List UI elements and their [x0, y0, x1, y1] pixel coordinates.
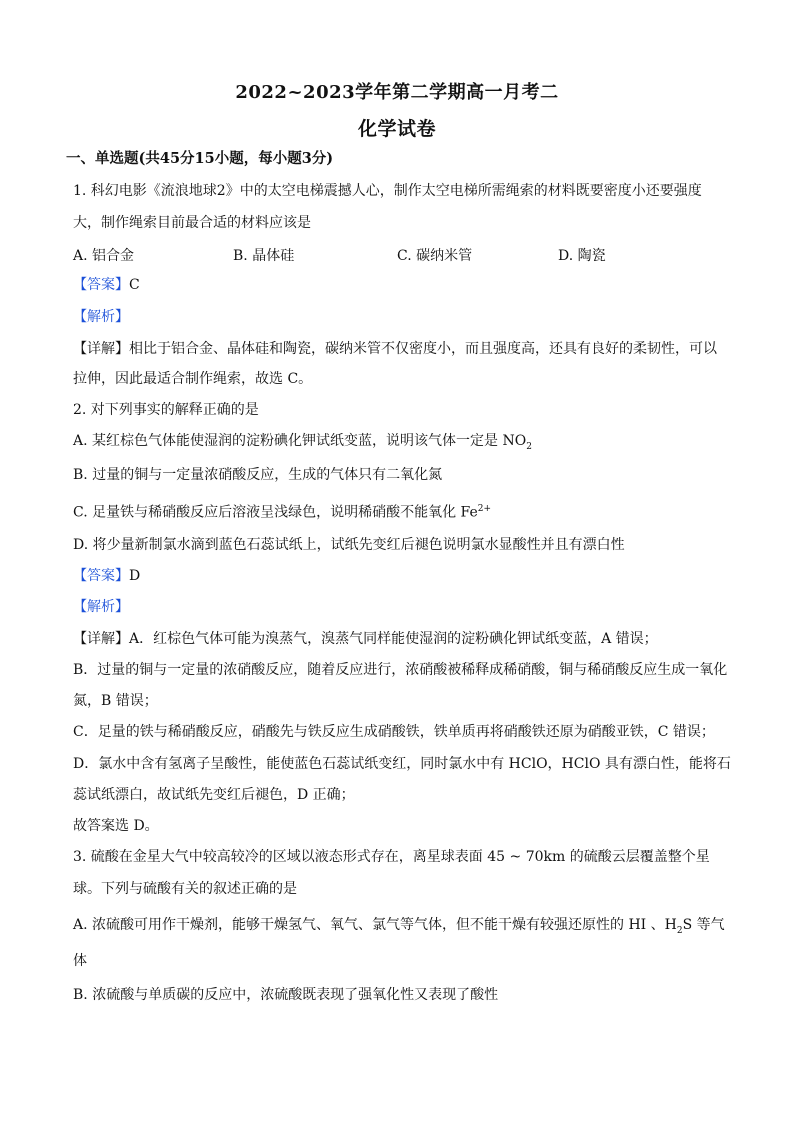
q2-detail-line7: 故答案选 D。 — [73, 818, 159, 834]
q2-option-c-text: C. 足量铁与稀硝酸反应后溶液呈浅绿色，说明稀硝酸不能氧化 Fe — [73, 504, 478, 521]
q3-option-a-subscript: 2 — [676, 925, 683, 936]
q2-detail-line5: D．氯水中含有氢离子呈酸性，能使蓝色石蕊试纸变红，同时氯水中有 HClO，HClO 具有漂白性，能将石 — [73, 756, 731, 772]
q1-stem-line2: 大，制作绳索目前最合适的材料应该是 — [73, 215, 311, 231]
q1-option-c: C. 碳纳米管 — [397, 248, 473, 264]
q3-option-a-line2: 体 — [73, 953, 87, 969]
detail-text: A．红棕色气体可能为溴蒸气，溴蒸气同样能使湿润的淀粉碘化钾试纸变蓝，A 错误； — [129, 631, 658, 647]
q1-detail-line1 — [73, 340, 721, 358]
q3-option-b: B. 浓硫酸与单质碳的反应中，浓硫酸既表现了强氧化性又表现了酸性 — [73, 987, 499, 1003]
q3-option-a-tail: S 等气 — [682, 917, 725, 933]
q3-stem-line1: 3. 硫酸在金星大气中较高较冷的区域以液态形式存在，离星球表面 45 ~ 70km 的硫酸云层覆盖整个星 — [73, 849, 710, 865]
detail-tag: 【详解】 — [73, 341, 129, 357]
answer-value: C — [129, 277, 140, 293]
answer-tag: 【答案】 — [73, 568, 129, 584]
q1-detail-line2: 拉伸，因此最适合制作绳索，故选 C。 — [73, 371, 313, 387]
q2-option-b: B. 过量的铜与一定量浓硝酸反应，生成的气体只有二氧化氮 — [73, 467, 443, 483]
q2-option-a-text: A. 某红棕色气体能使湿润的淀粉碘化钾试纸变蓝，说明该气体一定是 NO — [73, 433, 527, 449]
q2-option-c-superscript: 2+ — [477, 504, 492, 514]
q1-option-b: B. 晶体硅 — [233, 248, 295, 264]
q2-option-c — [73, 500, 721, 522]
answer-value: D — [129, 568, 141, 584]
detail-tag: 【详解】 — [73, 631, 129, 647]
q2-detail-line1 — [73, 630, 721, 648]
q1-option-d: D. 陶瓷 — [558, 248, 606, 264]
q2-option-d: D. 将少量新制氯水滴到蓝色石蕊试纸上，试纸先变红后褪色说明氯水显酸性并且有漂白性 — [73, 537, 625, 553]
q2-answer — [73, 567, 721, 585]
analysis-tag: 【解析】 — [73, 599, 129, 615]
q3-option-a-text: A. 浓硫酸可用作干燥剂，能够干燥氢气、氧气、氯气等气体，但不能干燥有较强还原性的 HI 、H — [73, 917, 677, 933]
detail-text: 相比于铝合金、晶体硅和陶瓷，碳纳米管不仅密度小，而且强度高，还具有良好的柔韧性，可以 — [129, 341, 717, 357]
exam-subtitle: 化学试卷 — [357, 118, 436, 140]
q2-detail-line6: 蕊试纸漂白，故试纸先变红后褪色，D 正确； — [73, 787, 355, 803]
q3-stem-line2: 球。下列与硫酸有关的叙述正确的是 — [73, 881, 297, 897]
answer-tag: 【答案】 — [73, 277, 129, 293]
q2-detail-line3: 氮，B 错误； — [73, 693, 158, 709]
q1-stem-line1: 1. 科幻电影《流浪地球2》中的太空电梯震撼人心，制作太空电梯所需绳索的材料既要密度小还要强度 — [73, 183, 702, 199]
q2-option-a-subscript: 2 — [526, 441, 532, 452]
q2-analysis-tag — [73, 598, 721, 616]
q1-answer — [73, 276, 721, 294]
q2-stem: 2. 对下列事实的解释正确的是 — [73, 402, 259, 418]
section-heading: 一、单选题(共45分15小题，每小题3分) — [66, 150, 334, 167]
q1-analysis-tag — [73, 308, 721, 326]
q2-detail-line4: C．足量的铁与稀硝酸反应，硝酸先与铁反应生成硝酸铁，铁单质再将硝酸铁还原为硝酸亚铁，C 错误； — [73, 724, 715, 740]
q3-option-a-line1 — [73, 916, 725, 940]
q1-option-a: A. 铝合金 — [73, 248, 135, 264]
analysis-tag: 【解析】 — [73, 309, 129, 325]
q2-option-a — [73, 432, 721, 456]
q2-detail-line2: B．过量的铜与一定量的浓硝酸反应，随着反应进行，浓硝酸被稀释成稀硝酸，铜与稀硝酸反应生成一氧化 — [73, 662, 728, 678]
exam-title: 2022~2023学年第二学期高一月考二 — [235, 82, 559, 103]
